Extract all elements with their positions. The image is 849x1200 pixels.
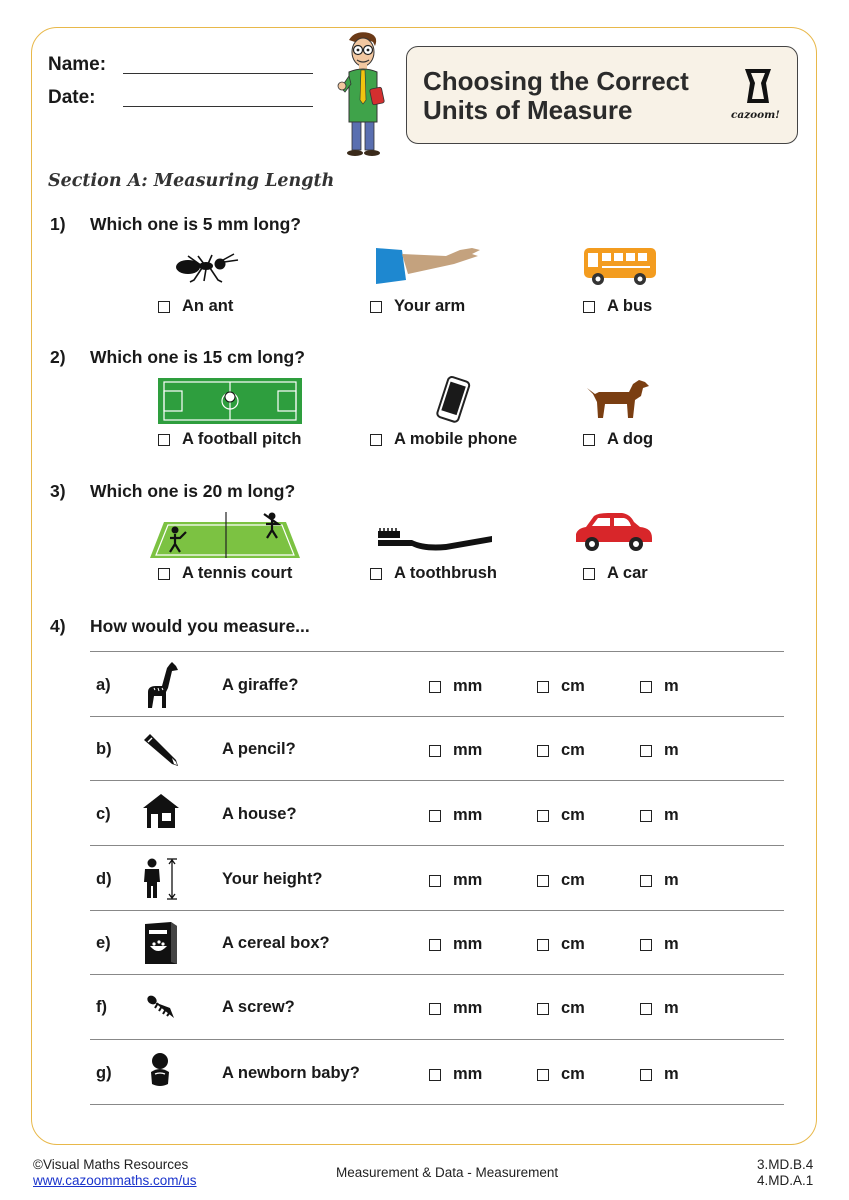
dog-icon [585,378,651,420]
cazoom-logo-text: cazoom! [731,109,780,121]
checkbox[interactable] [537,1069,549,1081]
q2-option-dog[interactable]: A dog [583,430,653,449]
row-e-cm[interactable]: cm [537,935,585,954]
row-d-m[interactable]: m [640,871,679,890]
name-label: Name: [48,54,107,75]
row-c-m[interactable]: m [640,806,679,825]
checkbox[interactable] [370,434,382,446]
row-b-mm[interactable]: mm [429,741,482,760]
checkbox[interactable] [370,301,382,313]
row-b-letter: b) [96,740,112,758]
checkbox[interactable] [537,745,549,757]
question-2-text: Which one is 15 cm long? [90,347,305,367]
question-3-number: 3) [50,481,66,501]
row-c-item: A house? [222,805,297,823]
question-2-number: 2) [50,347,66,367]
mobile-phone-icon [432,376,472,424]
row-f-m[interactable]: m [640,999,679,1018]
checkbox[interactable] [158,568,170,580]
checkbox[interactable] [429,681,441,693]
question-4-text: How would you measure... [90,616,310,636]
row-a-item: A giraffe? [222,676,299,694]
checkbox[interactable] [537,875,549,887]
table-divider [90,651,784,652]
row-a-mm[interactable]: mm [429,677,482,696]
name-line[interactable] [123,73,313,74]
row-f-cm[interactable]: cm [537,999,585,1018]
row-f-item: A screw? [222,998,295,1016]
title-line-1: Choosing the Correct [423,66,689,96]
checkbox[interactable] [640,745,652,757]
row-g-cm[interactable]: cm [537,1065,585,1084]
row-c-mm[interactable]: mm [429,806,482,825]
checkbox[interactable] [583,434,595,446]
row-divider [90,780,784,781]
date-line[interactable] [123,106,313,107]
row-divider [90,974,784,975]
q2-option-mobile-phone[interactable]: A mobile phone [370,430,517,449]
screw-icon [146,994,176,1020]
row-divider [90,1104,784,1105]
row-e-mm[interactable]: mm [429,935,482,954]
checkbox[interactable] [640,1003,652,1015]
row-d-mm[interactable]: mm [429,871,482,890]
section-title: Section A: Measuring Length [48,171,335,191]
row-divider [90,910,784,911]
date-label: Date: [48,87,96,108]
q1-option-ant[interactable]: An ant [158,297,233,316]
giraffe-icon [142,662,180,708]
baby-icon [148,1052,172,1088]
checkbox[interactable] [640,939,652,951]
checkbox[interactable] [370,568,382,580]
ant-icon [168,252,246,284]
row-g-m[interactable]: m [640,1065,679,1084]
question-4-number: 4) [50,616,66,636]
row-divider [90,845,784,846]
teacher-mascot-icon [335,30,395,158]
tennis-court-icon [150,508,300,560]
house-icon [143,794,179,830]
row-divider [90,716,784,717]
checkbox[interactable] [537,681,549,693]
checkbox[interactable] [429,810,441,822]
q1-option-arm[interactable]: Your arm [370,297,465,316]
bus-icon [582,246,658,286]
row-a-cm[interactable]: cm [537,677,585,696]
arm-icon [376,244,482,286]
row-f-mm[interactable]: mm [429,999,482,1018]
footer-standard-1: 3.MD.B.4 [757,1157,814,1172]
checkbox[interactable] [640,875,652,887]
checkbox[interactable] [583,568,595,580]
row-d-letter: d) [96,870,112,888]
row-c-cm[interactable]: cm [537,806,585,825]
q3-option-car[interactable]: A car [583,564,648,583]
row-b-cm[interactable]: cm [537,741,585,760]
checkbox[interactable] [429,1003,441,1015]
checkbox[interactable] [429,745,441,757]
footer-topic: Measurement & Data - Measurement [336,1165,559,1180]
checkbox[interactable] [429,875,441,887]
footer-copyright: ©Visual Maths Resources [33,1157,189,1172]
row-d-cm[interactable]: cm [537,871,585,890]
checkbox[interactable] [158,434,170,446]
row-g-mm[interactable]: mm [429,1065,482,1084]
checkbox[interactable] [640,1069,652,1081]
question-1-number: 1) [50,214,66,234]
title-box [406,46,798,144]
footer-standard-2: 4.MD.A.1 [757,1173,814,1188]
pencil-icon [142,732,180,768]
checkbox[interactable] [537,810,549,822]
row-g-letter: g) [96,1064,112,1082]
row-f-letter: f) [96,998,107,1016]
height-icon [142,858,182,900]
row-c-letter: c) [96,805,111,823]
car-icon [574,512,654,554]
row-e-item: A cereal box? [222,934,330,952]
q3-option-tennis-court[interactable]: A tennis court [158,564,292,583]
checkbox[interactable] [640,681,652,693]
checkbox[interactable] [537,939,549,951]
row-b-item: A pencil? [222,740,296,758]
toothbrush-icon [376,528,494,550]
question-3-text: Which one is 20 m long? [90,481,296,501]
footer-website-link[interactable]: www.cazoommaths.com/us [33,1173,197,1188]
question-1-text: Which one is 5 mm long? [90,214,301,234]
row-d-item: Your height? [222,870,323,888]
row-e-m[interactable]: m [640,935,679,954]
worksheet-title [423,67,689,125]
checkbox[interactable] [429,1069,441,1081]
row-b-m[interactable]: m [640,741,679,760]
page-border [31,27,817,1145]
q1-option-bus[interactable]: A bus [583,297,652,316]
checkbox[interactable] [640,810,652,822]
cereal-box-icon [143,920,179,966]
q2-option-football-pitch[interactable]: A football pitch [158,430,301,449]
row-a-m[interactable]: m [640,677,679,696]
row-divider [90,1039,784,1040]
row-g-item: A newborn baby? [222,1064,360,1082]
football-pitch-icon [158,378,302,424]
checkbox[interactable] [583,301,595,313]
title-line-2: Units of Measure [423,95,633,125]
q3-option-toothbrush[interactable]: A toothbrush [370,564,497,583]
row-a-letter: a) [96,676,111,694]
checkbox[interactable] [429,939,441,951]
checkbox[interactable] [537,1003,549,1015]
row-e-letter: e) [96,934,111,952]
checkbox[interactable] [158,301,170,313]
